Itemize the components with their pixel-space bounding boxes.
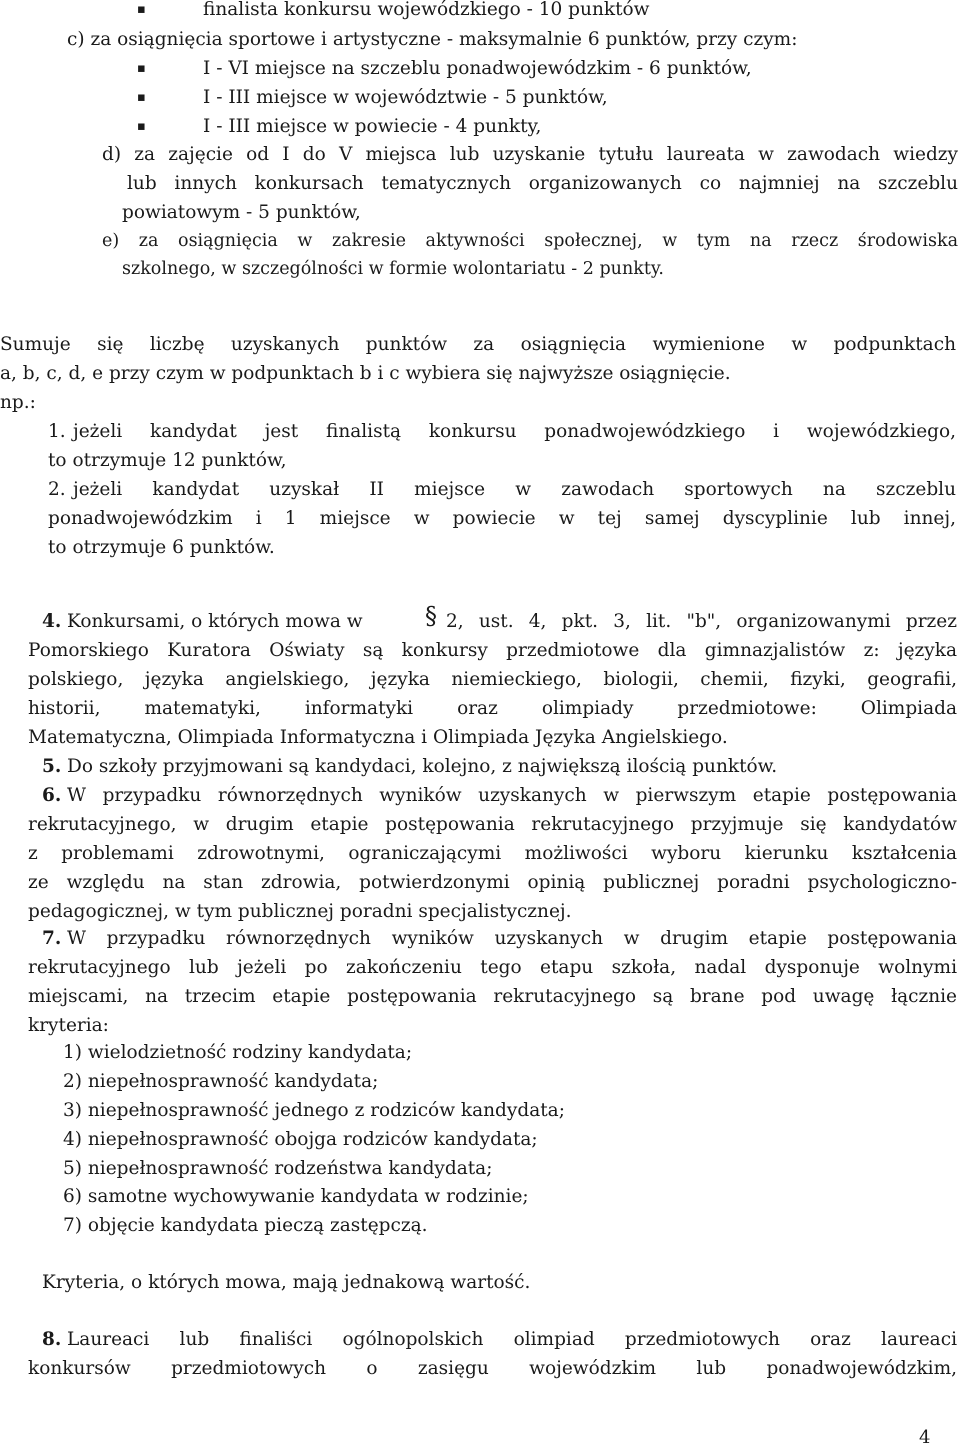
paragraph-line: W przypadku równorzędnych wyników uzyskanych w pierwszym etapie postępowania [67,785,957,806]
list-item: to otrzymuje 6 punktów. [48,537,275,558]
point-number: 6. [42,785,62,806]
bullet-icon: ▪ [137,2,146,17]
criteria-item: 7) objęcie kandydata pieczą zastępczą. [63,1215,428,1236]
bullet-icon: ▪ [137,90,146,105]
bullet-icon: ▪ [137,119,146,134]
criteria-item: 3) niepełnosprawność jednego z rodziców kandydata; [63,1100,565,1121]
list-item: I - III miejsce w powiecie - 4 punkty, [203,116,542,137]
point-number: 5. [42,756,62,777]
section-heading: c) za osiągnięcia sportowe i artystyczne - maksymalnie 6 punktów, przy czym: [67,29,798,50]
page-number: 4 [919,1427,931,1448]
paragraph-line: Pomorskiego Kuratora Oświaty są konkursy przedmiotowe dla gimnazjalistów z: języka [28,640,957,661]
bullet-icon: ▪ [137,61,146,76]
paragraph-line: Matematyczna, Olimpiada Informatyczna i Olimpiada Języka Angielskiego. [28,727,728,748]
paragraph-line: Sumuje się liczbę uzyskanych punktów za osiągnięcia wymienione w podpunktach [0,334,956,355]
paragraph-line: e) za osiągnięcia w zakresie aktywności społecznej, w tym na rzecz środowiska [102,231,958,251]
paragraph-line: d) za zajęcie od I do V miejsca lub uzyskanie tytułu laureata w zawodach wiedzy [102,144,958,165]
paragraph-line: konkursów przedmiotowych o zasięgu wojewódzkim lub ponadwojewódzkim, [28,1358,957,1379]
list-item: to otrzymuje 12 punktów, [48,450,287,471]
list-number: 1. [48,421,66,442]
paragraph-line: W przypadku równorzędnych wyników uzyskanych w drugim etapie postępowania [67,928,957,949]
paragraph-line: np.: [0,392,36,413]
criteria-item: 6) samotne wychowywanie kandydata w rodzinie; [63,1186,529,1207]
paragraph-line: lub innych konkursach tematycznych organizowanych co najmniej na szczeblu [127,173,958,194]
point-number: 7. [42,928,62,949]
list-item: ponadwojewódzkim i 1 miejsce w powiecie w tej samej dyscyplinie lub innej, [48,508,956,529]
paragraph-line: historii, matematyki, informatyki oraz olimpiady przedmiotowe: Olimpiada [28,698,957,719]
paragraph-line: kryteria: [28,1015,109,1036]
paragraph-line: ze względu na stan zdrowia, potwierdzonymi opinią publicznej poradni psychologiczno- [28,872,957,893]
list-item: I - III miejsce w województwie - 5 punktów, [203,87,608,108]
point-number: 4. [42,611,62,632]
paragraph-line: Konkursami, o których mowa w [67,611,363,632]
paragraph-line: miejscami, na trzecim etapie postępowania rekrutacyjnego są brane pod uwagę łącznie [28,986,957,1007]
criteria-note: Kryteria, o których mowa, mają jednakową wartość. [42,1272,531,1293]
list-item: jeżeli kandydat jest finalistą konkursu ponadwojewódzkiego i wojewódzkiego, [73,421,956,442]
list-item: jeżeli kandydat uzyskał II miejsce w zawodach sportowych na szczeblu [73,479,956,500]
list-number: 2. [48,479,66,500]
section-sign: § [425,602,437,630]
paragraph-line: polskiego, języka angielskiego, języka niemieckiego, biologii, chemii, fizyki, geografii, [28,669,957,690]
paragraph-line: a, b, c, d, e przy czym w podpunktach b i c wybiera się najwyższe osiągnięcie. [0,363,731,384]
paragraph-line: Do szkoły przyjmowani są kandydaci, kolejno, z największą ilością punktów. [67,756,778,777]
paragraph-line: 2, ust. 4, pkt. 3, lit. "b", organizowanymi przez [446,611,957,632]
paragraph-line: z problemami zdrowotnymi, ograniczającymi możliwości wyboru kierunku kształcenia [28,843,957,864]
list-item: I - VI miejsce na szczeblu ponadwojewódzkim - 6 punktów, [203,58,752,79]
criteria-item: 5) niepełnosprawność rodzeństwa kandydata; [63,1158,493,1179]
paragraph-line: Laureaci lub finaliści ogólnopolskich olimpiad przedmiotowych oraz laureaci [67,1329,957,1350]
criteria-item: 2) niepełnosprawność kandydata; [63,1071,379,1092]
paragraph-line: rekrutacyjnego lub jeżeli po zakończeniu tego etapu szkoła, nadal dysponuje wolnymi [28,957,957,978]
paragraph-line: szkolnego, w szczególności w formie wolontariatu - 2 punkty. [122,259,664,279]
paragraph-line: powiatowym - 5 punktów, [122,202,361,223]
point-number: 8. [42,1329,62,1350]
list-item: finalista konkursu wojewódzkiego - 10 punktów [203,0,650,20]
criteria-item: 4) niepełnosprawność obojga rodziców kandydata; [63,1129,538,1150]
criteria-item: 1) wielodzietność rodziny kandydata; [63,1042,413,1063]
paragraph-line: rekrutacyjnego, w drugim etapie postępowania rekrutacyjnego przyjmuje się kandydatów [28,814,957,835]
paragraph-line: pedagogicznej, w tym publicznej poradni specjalistycznej. [28,901,572,922]
